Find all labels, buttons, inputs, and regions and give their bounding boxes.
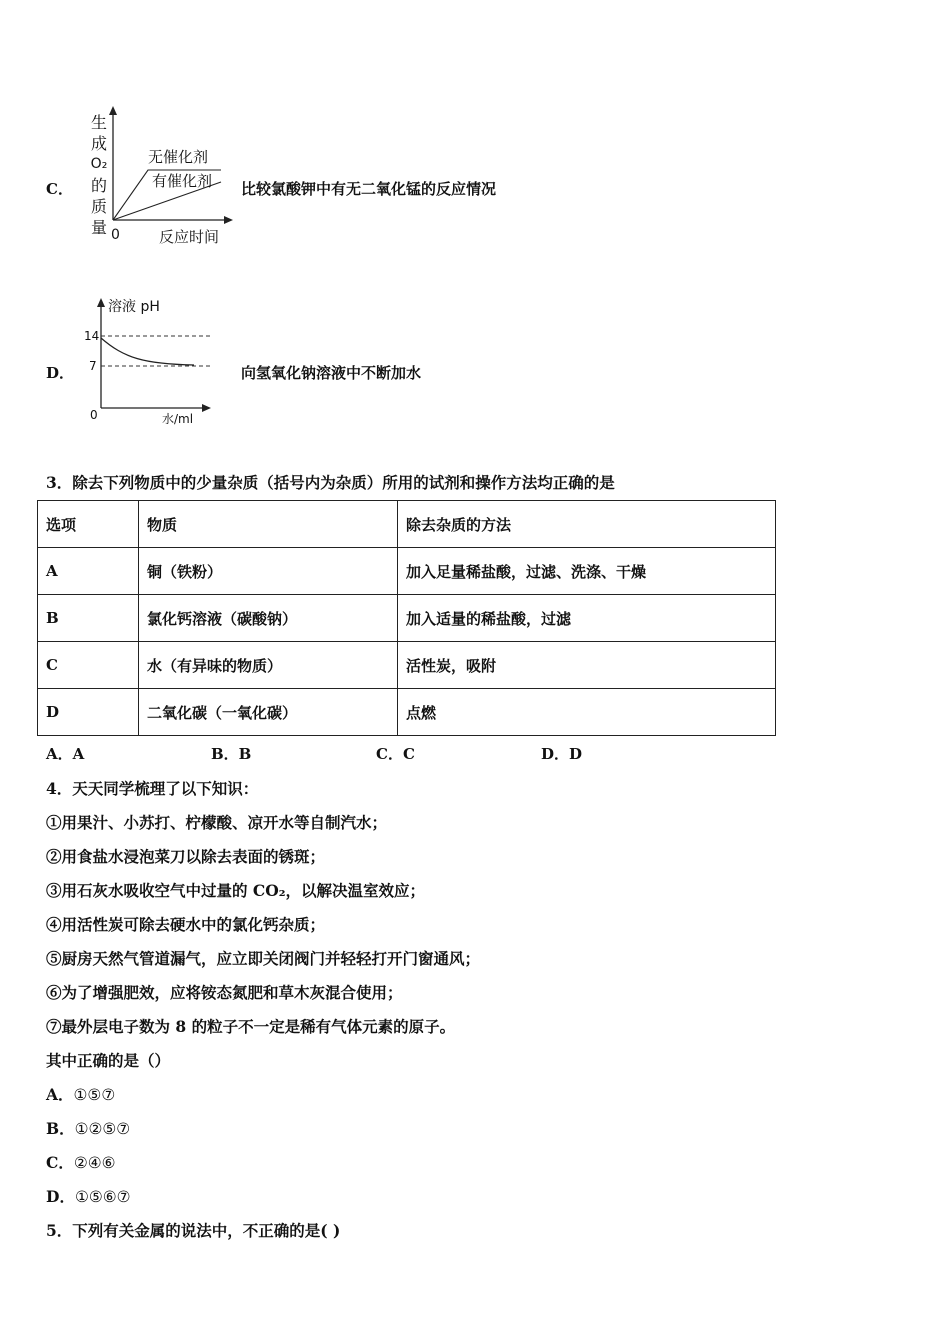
table-cell: 活性炭，吸附 <box>398 642 776 689</box>
ylabel-char: 质 <box>90 197 107 216</box>
table-cell: 氯化钙溶液（碳酸钠） <box>139 595 398 642</box>
q4-option-a <box>46 1083 115 1105</box>
table-cell: 铜（铁粉） <box>139 548 398 595</box>
option-text: ②④⑥ <box>73 1154 116 1172</box>
table-header-row <box>38 501 776 548</box>
option-text: ①⑤⑥⑦ <box>74 1188 131 1206</box>
q4-option-b <box>46 1117 130 1139</box>
q4-item: ⑦最外层电子数为 8 的粒子不一定是稀有气体元素的原子。 <box>46 1017 456 1036</box>
option-letter: B． <box>46 1119 75 1138</box>
q4-item: ⑥为了增强肥效，应将铵态氮肥和草木灰混合使用； <box>46 983 403 1002</box>
q3-answer-c: C．C <box>376 745 415 763</box>
ylabel-char: 生 <box>90 113 107 132</box>
option-text: ①⑤⑦ <box>73 1086 116 1104</box>
q5-stem: 5．下列有关金属的说法中，不正确的是( ) <box>46 1221 341 1240</box>
q4-item: ②用食盐水浸泡菜刀以除去表面的锈斑； <box>46 847 326 866</box>
ylabel-char: O₂ <box>90 156 108 172</box>
q4-item: ⑤厨房天然气管道漏气，应立即关闭阀门并轻轻打开门窗通风； <box>46 949 481 968</box>
table-cell: B <box>38 595 139 642</box>
graph-c-line1-label: 无催化剂 <box>148 148 209 166</box>
table-header-cell: 除去杂质的方法 <box>398 501 776 548</box>
graph-d-origin: 0 <box>90 408 98 422</box>
ylabel-char: 的 <box>90 176 107 195</box>
q4-item: ③用石灰水吸收空气中过量的 CO₂，以解决温室效应； <box>46 881 426 900</box>
q3-table <box>37 500 776 736</box>
option-text: ①②⑤⑦ <box>74 1120 131 1138</box>
option-d-letter: D． <box>46 364 75 382</box>
graph-d-tick-14: 14 <box>84 329 100 343</box>
q3-stem: 3．除去下列物质中的少量杂质（括号内为杂质）所用的试剂和操作方法均正确的是 <box>46 473 615 492</box>
option-d-caption: 向氢氧化钠溶液中不断加水 <box>241 364 422 382</box>
graph-d-y-arrow <box>97 298 105 307</box>
q4-item: ④用活性炭可除去硬水中的氯化钙杂质； <box>46 915 326 934</box>
q3-answer-d: D．D <box>541 745 583 763</box>
graph-d-tick-7: 7 <box>89 359 97 373</box>
option-c-letter: C． <box>46 180 73 198</box>
table-cell: 点燃 <box>398 689 776 736</box>
table-cell: C <box>38 642 139 689</box>
option-c-caption: 比较氯酸钾中有无二氧化锰的反应情况 <box>241 180 497 198</box>
table-cell: D <box>38 689 139 736</box>
option-letter: C． <box>46 1153 74 1172</box>
q3-answer-b: B．B <box>211 745 252 763</box>
graph-d-curve <box>101 338 194 365</box>
ylabel-char: 成 <box>90 134 107 153</box>
table-header-cell: 选项 <box>38 501 139 548</box>
graph-d-ylabel: 溶液 pH <box>108 299 160 315</box>
table-cell: 加入适量的稀盐酸，过滤 <box>398 595 776 642</box>
option-letter: A． <box>46 1085 74 1104</box>
graph-c-x-arrow <box>224 216 233 224</box>
table-cell: 水（有异味的物质） <box>139 642 398 689</box>
table-cell: A <box>38 548 139 595</box>
graph-d <box>84 294 224 429</box>
q3-answer-a: A．A <box>46 745 85 763</box>
graph-d-xlabel: 水/ml <box>162 412 194 426</box>
option-letter: D． <box>46 1187 75 1206</box>
graph-c-xlabel: 反应时间 <box>159 228 220 246</box>
graph-c-line2-label: 有催化剂 <box>152 172 213 190</box>
graph-c <box>86 102 236 250</box>
table-row <box>38 595 776 642</box>
graph-c-y-arrow <box>109 106 117 115</box>
ylabel-char: 量 <box>90 218 107 237</box>
table-row <box>38 548 776 595</box>
q4-item: ①用果汁、小苏打、柠檬酸、凉开水等自制汽水； <box>46 813 388 832</box>
q4-stem: 4．天天同学梳理了以下知识： <box>46 779 259 798</box>
q4-prompt: 其中正确的是（） <box>46 1051 171 1070</box>
table-row <box>38 642 776 689</box>
table-row <box>38 689 776 736</box>
q4-option-c <box>46 1151 116 1173</box>
table-header-cell: 物质 <box>139 501 398 548</box>
graph-c-origin: 0 <box>111 227 120 243</box>
graph-d-x-arrow <box>202 404 211 412</box>
table-cell: 二氧化碳（一氧化碳） <box>139 689 398 736</box>
q4-option-d <box>46 1185 131 1207</box>
table-cell: 加入足量稀盐酸，过滤、洗涤、干燥 <box>398 548 776 595</box>
